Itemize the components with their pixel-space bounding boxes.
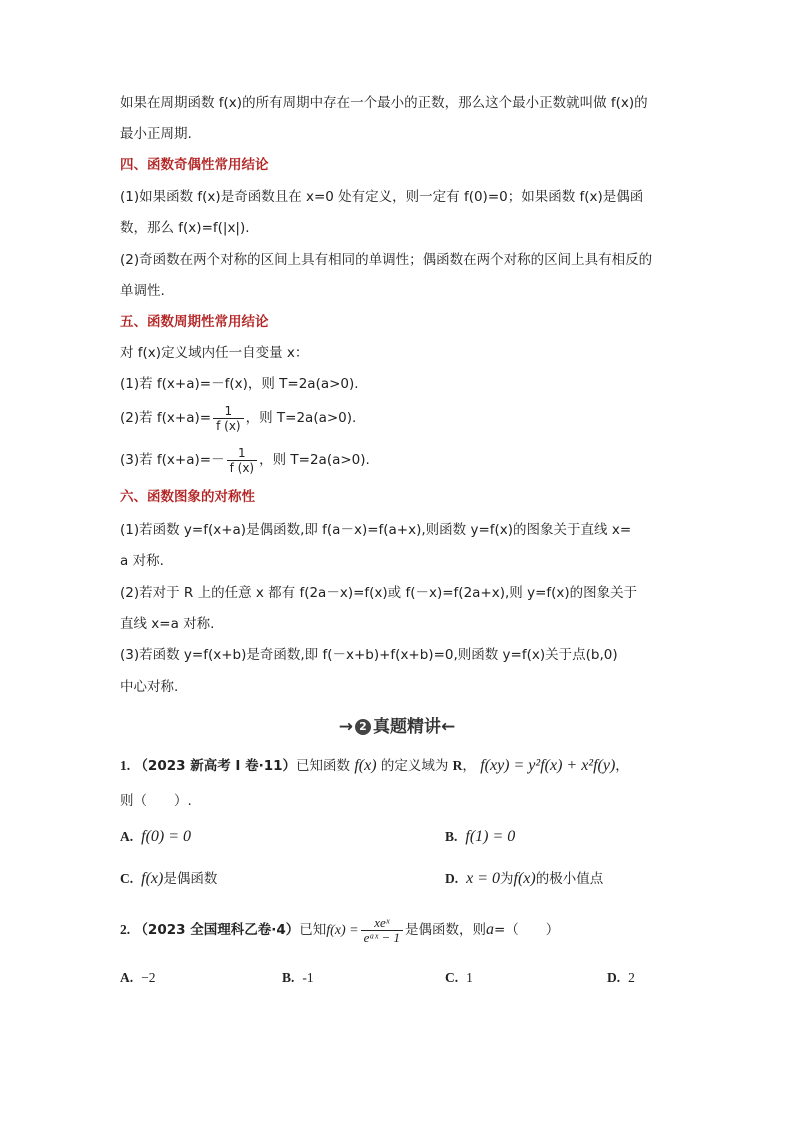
q2-stem-c: =（ ） [494, 922, 560, 938]
q2-numerator: xeˣ [374, 914, 390, 930]
section-6-heading: 六、函数图象的对称性 [120, 489, 255, 505]
option-text: 为 [500, 871, 514, 887]
q1-line-2: 则（ ）. [120, 793, 192, 809]
option-label: B. [445, 829, 458, 844]
q1-option-d[interactable] [445, 868, 603, 890]
section-title-text: 真题精讲 [373, 717, 441, 737]
q1-number: 1. [120, 758, 131, 773]
sec5-intro: 对 f(x)定义域内任一自变量 x： [120, 345, 309, 361]
option-label: D. [607, 970, 621, 985]
c2-suffix: ，则 T=2a(a>0). [245, 410, 357, 426]
q2-stem-b: 是偶函数，则 [405, 922, 486, 938]
option-math: f(x) [141, 870, 164, 887]
intro-line-2: 最小正周期. [120, 126, 192, 142]
section-title-real-questions [0, 712, 794, 737]
option-text: 是偶函数 [163, 871, 218, 887]
section-4-heading: 四、函数奇偶性常用结论 [120, 157, 269, 173]
option-text: −2 [141, 970, 156, 985]
option-label: C. [120, 871, 134, 886]
arrow-right-icon: → [338, 717, 353, 737]
sec4-p1-line-1: (1)如果函数 f(x)是奇函数且在 x=0 处有定义，则一定有 f(0)=0；如果函数 f(x)是偶函 [120, 189, 644, 205]
sec6-p1-line-2: a 对称. [120, 553, 164, 569]
q2-source: （2023 全国理科乙卷·4） [134, 922, 300, 938]
c3-fraction [227, 446, 258, 475]
q2-option-c[interactable] [445, 967, 473, 989]
c3-denominator: f (x) [227, 460, 258, 475]
c2-prefix: (2)若 f(x+a)= [120, 410, 212, 426]
q2-denominator: eᵃˣ − 1 [361, 930, 403, 945]
q1-stem-a: 已知函数 [296, 758, 351, 774]
q2-option-a[interactable] [120, 967, 156, 989]
option-text: 1 [466, 970, 473, 985]
q1-option-b[interactable] [445, 826, 515, 848]
sec6-p3-line-1: (3)若函数 y=f(x+b)是奇函数,即 f(－x+b)+f(x+b)=0,则函数 y=f(x)关于点(b,0) [120, 647, 618, 663]
q2-variable-a: a [486, 921, 494, 938]
q1-function: f(x) [354, 757, 377, 774]
option-label: A. [120, 829, 134, 844]
option-label: D. [445, 871, 459, 886]
option-text-2: 的极小值点 [535, 871, 604, 887]
q1-equation: f(xy) = y²f(x) + x²f(y) [480, 757, 616, 774]
option-text: f(0) = 0 [141, 828, 192, 845]
q1-domain-R: R [452, 758, 463, 773]
sec4-p2-line-1: (2)奇函数在两个对称的区间上具有相同的单调性；偶函数在两个对称的区间上具有相反的 [120, 252, 653, 268]
c2-denominator: f (x) [213, 418, 244, 433]
c2-fraction [213, 404, 244, 433]
q1-tail: ， [615, 758, 629, 774]
sec4-p1-line-2: 数，那么 f(x)=f(|x|). [120, 220, 250, 236]
option-label: C. [445, 970, 459, 985]
q1-comma: ， [462, 758, 476, 774]
option-math-2: f(x) [513, 870, 536, 887]
sec6-p1-line-1: (1)若函数 y=f(x+a)是偶函数,即 f(a－x)=f(a+x),则函数 y=f(x)的图象关于直线 x= [120, 522, 632, 538]
q2-function: f(x) = [326, 923, 359, 938]
option-text: 2 [628, 970, 635, 985]
q1-source: （2023 新高考 Ⅰ 卷·11） [134, 758, 297, 774]
q1-option-a[interactable] [120, 826, 191, 848]
option-label: A. [120, 970, 134, 985]
q1-stem [120, 753, 680, 779]
option-label: B. [282, 970, 295, 985]
intro-line-1: 如果在周期函数 f(x)的所有周期中存在一个最小的正数，那么这个最小正数就叫做 f(x)的 [120, 95, 648, 111]
sec6-p3-line-2: 中心对称. [120, 679, 179, 695]
q2-stem [120, 912, 680, 949]
sec4-p2-line-2: 单调性. [120, 283, 165, 299]
q1-option-c[interactable] [120, 868, 217, 890]
sec6-p2-line-1: (2)若对于 R 上的任意 x 都有 f(2a－x)=f(x)或 f(－x)=f(2a+x),则 y=f(x)的图象关于 [120, 585, 638, 601]
section-5-heading: 五、函数周期性常用结论 [120, 314, 269, 330]
q1-stem-b: 的定义域为 [380, 758, 449, 774]
c3-suffix: ，则 T=2a(a>0). [259, 452, 370, 468]
q2-option-d[interactable] [607, 967, 635, 989]
section-number-badge: 2 [355, 719, 371, 735]
q2-stem-a: 已知 [299, 922, 327, 938]
q2-option-b[interactable] [282, 967, 314, 989]
sec5-conclusion-1: (1)若 f(x+a)=－f(x)，则 T=2a(a>0). [120, 376, 359, 392]
sec5-conclusion-2 [120, 402, 680, 434]
c3-numerator: 1 [238, 445, 246, 460]
option-math: x = 0 [466, 870, 501, 887]
c2-numerator: 1 [224, 403, 233, 418]
q2-fraction [361, 916, 403, 945]
sec5-conclusion-3 [120, 444, 680, 476]
arrow-left-icon: ← [441, 717, 456, 737]
c3-prefix: (3)若 f(x+a)=－ [120, 452, 225, 468]
option-text: -1 [302, 970, 314, 985]
option-text: f(1) = 0 [465, 828, 516, 845]
sec6-p2-line-2: 直线 x=a 对称. [120, 616, 215, 632]
q2-number: 2. [120, 922, 131, 937]
